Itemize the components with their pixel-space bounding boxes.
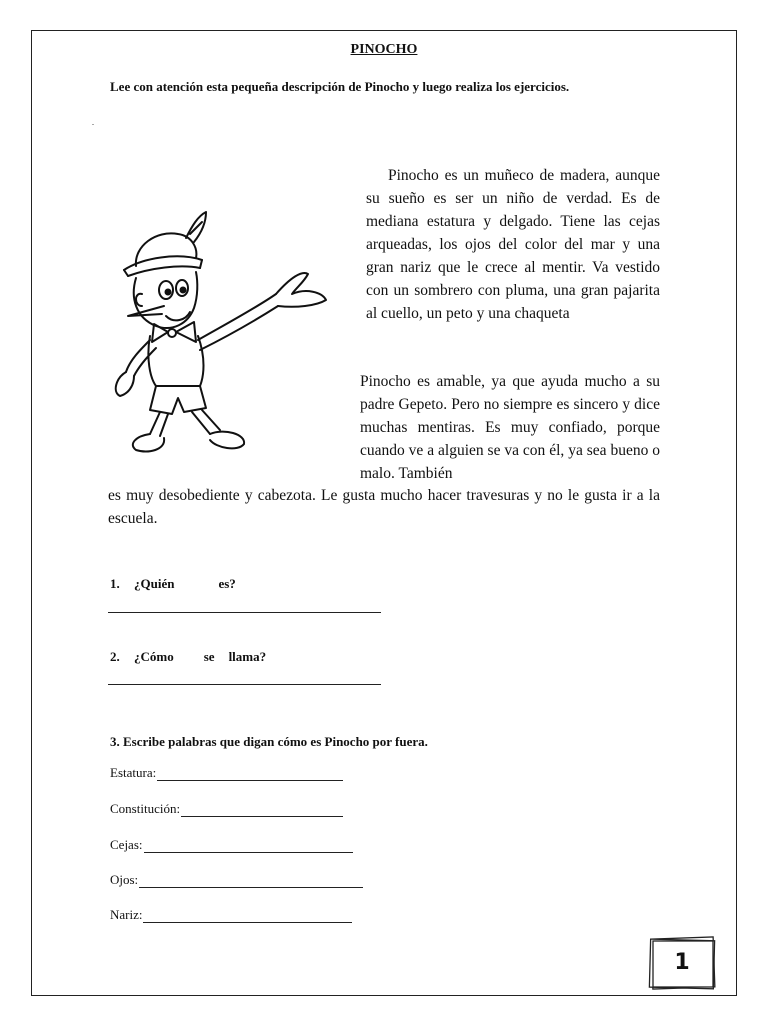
question-3: 3. Escribe palabras que digan cómo es Pinocho por fuera. <box>110 734 428 749</box>
field-line[interactable] <box>157 768 343 781</box>
question-word: ¿Quién <box>134 576 175 591</box>
question-2 <box>110 649 266 665</box>
field-label: Estatura: <box>110 765 157 780</box>
field-line[interactable] <box>181 804 343 817</box>
question-word: es? <box>218 576 236 591</box>
question-word: ¿Cómo <box>134 649 174 664</box>
field-nariz <box>110 907 352 923</box>
field-label: Ojos: <box>110 872 139 887</box>
field-constitucion <box>110 801 343 817</box>
field-line[interactable] <box>143 910 352 923</box>
instructions: Lee con atención esta pequeña descripción de Pinocho y luego realiza los ejercicios. <box>110 79 570 94</box>
field-label: Nariz: <box>110 907 143 922</box>
page-number: 1 <box>674 950 690 975</box>
field-line[interactable] <box>139 875 363 888</box>
field-ojos <box>110 872 363 888</box>
description-paragraph-2: Pinocho es amable, ya que ayuda mucho a su padre Gepeto. Pero no siempre es sincero y dice muchas mentiras. Es muy confiado, porque cuando ve a alguien se va con él, ya sea bueno o malo. También <box>360 373 660 482</box>
answer-line-2[interactable] <box>108 684 381 685</box>
question-number: 1. <box>110 576 120 591</box>
field-cejas <box>110 837 353 853</box>
description-paragraph-1: Pinocho es un muñeco de madera, aunque su sueño es ser un niño de verdad. Es de mediana estatura y delgado. Tiene las cejas arqueadas, los ojos del color del mar y una gran nariz que le crece al mentir. Va vestido con un sombrero con pluma, una gran pajarita al cuello, un peto y una chaqueta <box>366 167 660 322</box>
question-number: 2. <box>110 649 120 664</box>
question-1 <box>110 576 236 592</box>
answer-line-1[interactable] <box>108 612 381 613</box>
question-word: se <box>203 649 215 664</box>
field-line[interactable] <box>144 840 353 853</box>
page-title: PINOCHO <box>350 42 418 57</box>
question-word: llama? <box>228 649 267 664</box>
pinocchio-illustration-icon <box>106 208 334 460</box>
stray-mark: . <box>92 118 94 127</box>
field-label: Constitución: <box>110 801 181 816</box>
field-estatura <box>110 765 343 781</box>
description-paragraph-3: es muy desobediente y cabezota. Le gusta mucho hacer travesuras y no le gusta ir a la escuela. <box>108 487 660 527</box>
field-label: Cejas: <box>110 837 143 852</box>
